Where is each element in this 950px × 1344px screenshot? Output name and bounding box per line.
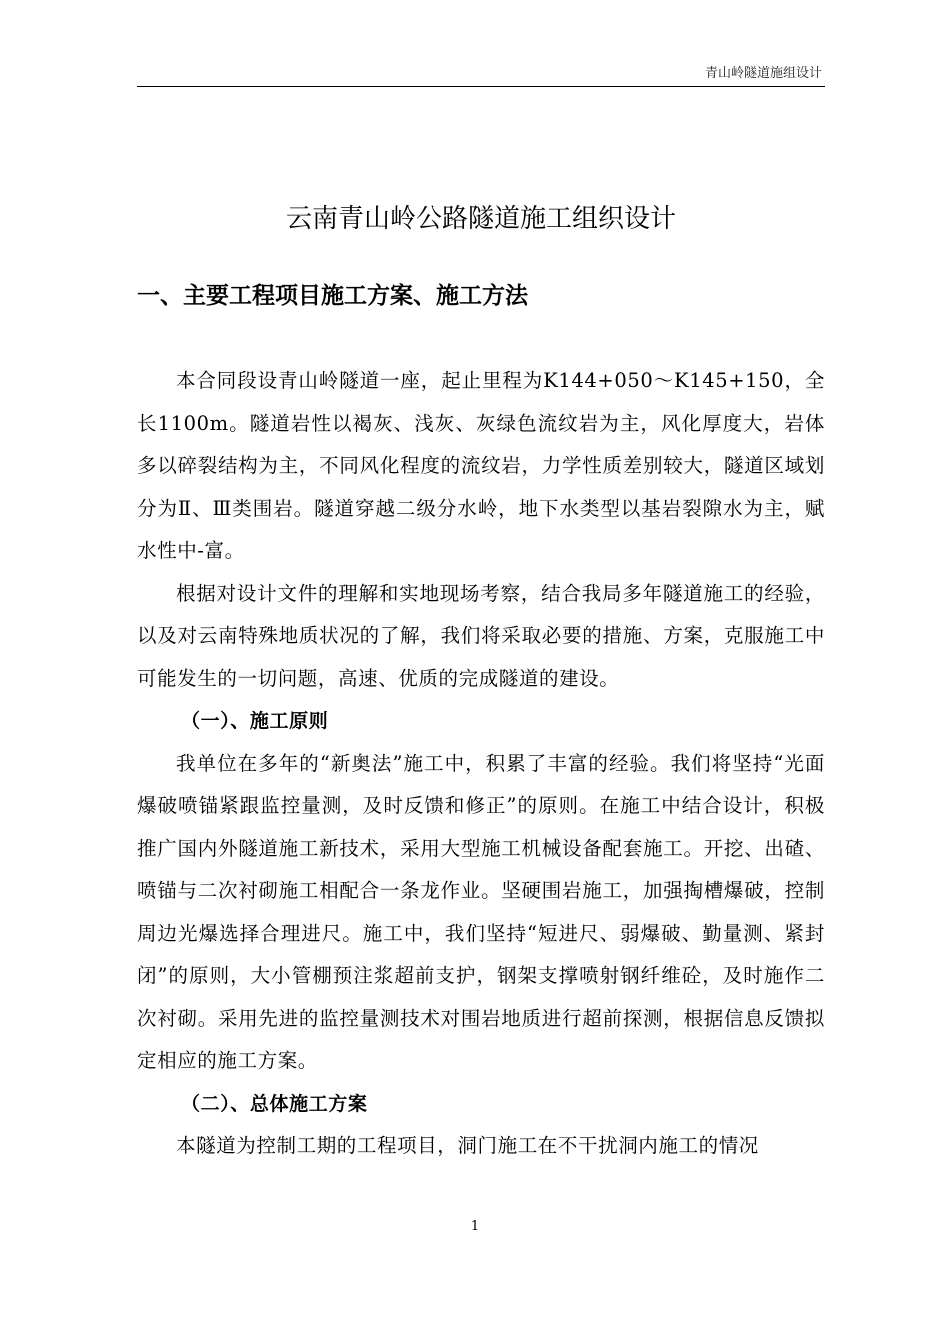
subsection-heading-principles: （一）、施工原则 <box>181 710 329 732</box>
document-title: 云南青山岭公路隧道施工组织设计 <box>285 204 676 234</box>
paragraph-project-overview: 本合同段设青山岭隧道一座，起止里程为K144+050～K145+150，全长1100m。隧道岩性以褐灰、浅灰、灰绿色流纹岩为主，风化厚度大，岩体多以碎裂结构为主，不同风化程度的流纹岩，力学性质差别较大，隧道区域划分为Ⅱ、Ⅲ类围岩。隧道穿越二级分水岭，地下水类型以基岩裂隙水为主，赋水性中-富。 <box>137 369 825 562</box>
subsection-heading-overall-plan: （二）、总体施工方案 <box>181 1092 368 1115</box>
page-number: 1 <box>470 1219 480 1234</box>
running-header: 青山岭隧道施组设计 <box>704 66 822 81</box>
paragraph-approach: 根据对设计文件的理解和实地现场考察，结合我局多年隧道施工的经验，以及对云南特殊地质状况的了解，我们将采取必要的措施、方案，克服施工中可能发生的一切问题，高速、优质的完成隧道的建设。 <box>137 581 825 690</box>
body-text <box>137 360 825 1168</box>
paragraph-overall-plan: 本隧道为控制工期的工程项目，洞门施工在不干扰洞内施工的情况 <box>176 1134 759 1157</box>
paragraph-principles: 我单位在多年的“新奥法”施工中，积累了丰富的经验。我们将坚持“光面爆破喷锚紧跟监控量测，及时反馈和修正”的原则。在施工中结合设计，积极推广国内外隧道施工新技术，采用大型施工机械设备配套施工。开挖、出碴、喷锚与二次衬砌施工相配合一条龙作业。坚硬围岩施工，加强掏槽爆破，控制周边光爆选择合理进尺。施工中，我们坚持“短进尺、弱爆破、勤量测、紧封闭”的原则，大小管棚预注浆超前支护，钢架支撑喷射钢纤维砼，及时施作二次衬砌。采用先进的监控量测技术对围岩地质进行超前探测，根据信息反馈拟定相应的施工方案。 <box>137 751 825 1072</box>
section-heading: 一、主要工程项目施工方案、施工方法 <box>137 283 528 309</box>
header-divider <box>137 86 825 87</box>
